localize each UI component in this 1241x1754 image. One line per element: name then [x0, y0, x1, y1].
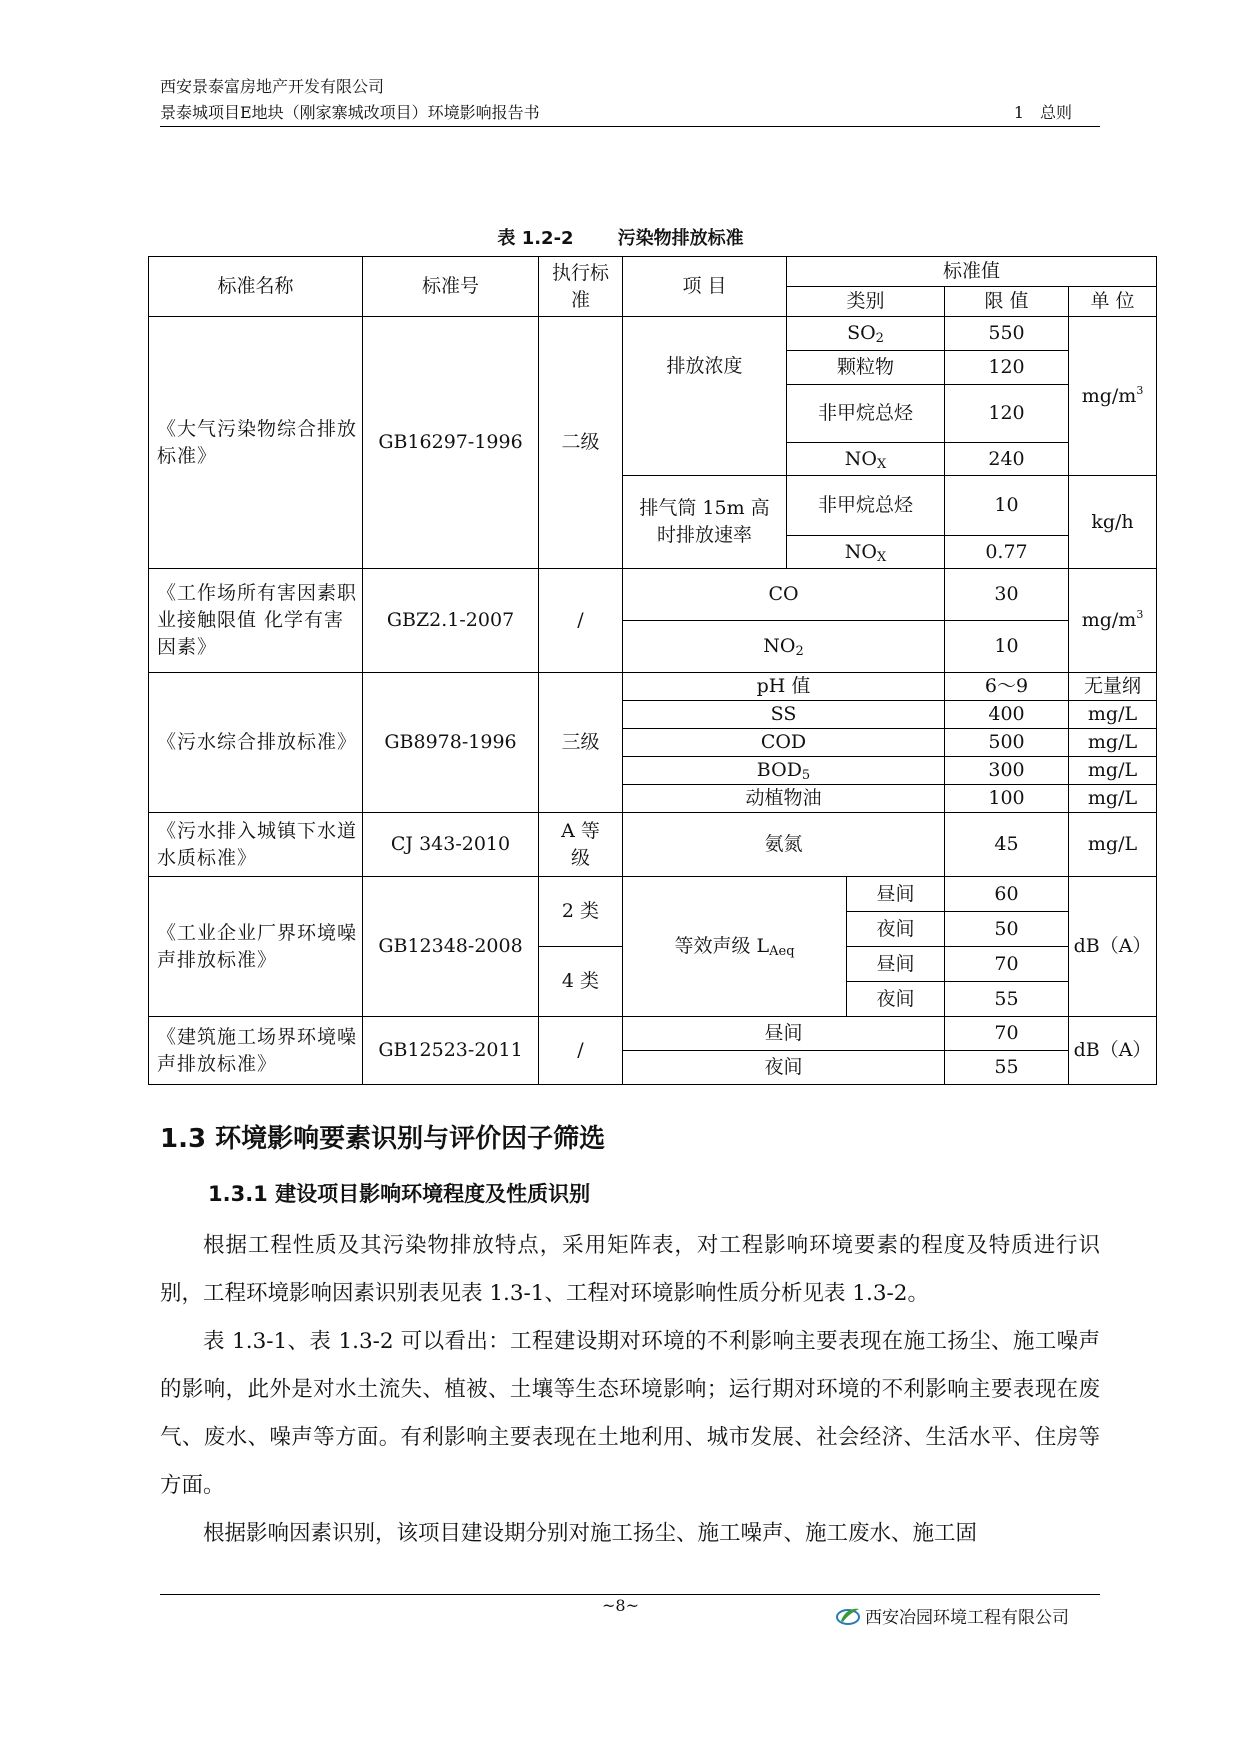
air-so2-value: 550	[945, 317, 1069, 351]
head-name: 标准名称	[149, 257, 363, 317]
air-nox: $NO_X$	[787, 443, 945, 476]
emission-standards-table	[148, 256, 1157, 1085]
noise-con-unit: dB（A）	[1069, 1017, 1157, 1085]
page-number: ~8~	[602, 1596, 639, 1615]
head-number: 标准号	[363, 257, 539, 317]
noise-ind-class2: 2 类	[539, 877, 623, 947]
sewage-ss-unit: mg/L	[1069, 701, 1157, 729]
sewer-standard-number: CJ 343-2010	[363, 813, 539, 877]
sewage-ph-value: 6～9	[945, 673, 1069, 701]
sewage-cod-value: 500	[945, 729, 1069, 757]
table-caption-number: 表 1.2-2	[497, 228, 574, 249]
sewage-cod-unit: mg/L	[1069, 729, 1157, 757]
noise-ind-class4: 4 类	[539, 947, 623, 1017]
paragraph-1: 根据工程性质及其污染物排放特点，采用矩阵表，对工程影响环境要素的程度及特质进行识别，工程环境影响因素识别表见表 1.3-1、工程对环境影响性质分析见表 1.3-2。	[160, 1233, 1100, 1306]
air-rate-unit: kg/h	[1069, 476, 1157, 569]
footer-company	[835, 1603, 1069, 1628]
air-rate-nmhc-value: 10	[945, 476, 1069, 536]
sewer-exec: A 等级	[539, 813, 623, 877]
work-co: CO	[623, 569, 945, 621]
noise-con-night-value: 55	[945, 1051, 1069, 1085]
sewage-ph-unit: 无量纲	[1069, 673, 1157, 701]
sewer-item: 氨氮	[623, 813, 945, 877]
head-limit: 限 值	[945, 287, 1069, 317]
head-category: 类别	[787, 287, 945, 317]
work-exec: /	[539, 569, 623, 673]
noise-con-standard-number: GB12523-2011	[363, 1017, 539, 1085]
table-caption-title: 污染物排放标准	[617, 228, 744, 249]
noise-ind-c2-night-value: 50	[945, 912, 1069, 947]
sewage-oil: 动植物油	[623, 785, 945, 813]
noise-ind-standard-number: GB12348-2008	[363, 877, 539, 1017]
head-item: 项 目	[623, 257, 787, 317]
noise-ind-c4-day-value: 70	[945, 947, 1069, 982]
air-nox-value: 240	[945, 443, 1069, 476]
noise-ind-c4-day: 昼间	[847, 947, 945, 982]
noise-ind-unit: dB（A）	[1069, 877, 1157, 1017]
paragraph-2: 表 1.3-1、表 1.3-2 可以看出：工程建设期对环境的不利影响主要表现在施工扬尘、施工噪声的影响，此外是对水土流失、植被、土壤等生态环境影响；运行期对环境的不利影响主要表现在废气、废水、噪声等方面。有利影响主要表现在土地利用、城市发展、社会经济、生活水平、住房等方面。	[160, 1329, 1100, 1498]
noise-ind-c4-night-value: 55	[945, 982, 1069, 1017]
company-logo-icon	[835, 1606, 861, 1626]
header-company: 西安景泰富房地产开发有限公司	[160, 77, 385, 96]
head-exec: 执行标准	[539, 257, 623, 317]
footer-company-name: 西安冶园环境工程有限公司	[865, 1608, 1069, 1628]
header-report-title: 景泰城项目E地块（刚家寨城改项目）环境影响报告书	[160, 103, 540, 122]
noise-ind-c2-day-value: 60	[945, 877, 1069, 912]
noise-ind-standard-name: 《工业企业厂界环境噪声排放标准》	[149, 877, 363, 1017]
work-no2-value: 10	[945, 621, 1069, 673]
air-standard-name: 《大气污染物综合排放标准》	[149, 317, 363, 569]
sewage-ss-value: 400	[945, 701, 1069, 729]
air-nmhc-value: 120	[945, 385, 1069, 443]
sewage-ss: SS	[623, 701, 945, 729]
noise-ind-item: 等效声级 $L_{Aeq}$	[623, 877, 847, 1017]
paragraph-3: 根据影响因素识别，该项目建设期分别对施工扬尘、施工噪声、施工废水、施工固	[203, 1521, 978, 1546]
air-exec: 二级	[539, 317, 623, 569]
table-caption	[0, 224, 1241, 250]
air-standard-number: GB16297-1996	[363, 317, 539, 569]
noise-ind-c2-day: 昼间	[847, 877, 945, 912]
sewage-ph: pH 值	[623, 673, 945, 701]
sewage-bod-unit: mg/L	[1069, 757, 1157, 785]
sewage-oil-unit: mg/L	[1069, 785, 1157, 813]
body-text	[160, 1222, 1100, 1558]
page-header	[160, 74, 1100, 126]
air-rate-nox: $NO_X$	[787, 536, 945, 569]
sewage-standard-number: GB8978-1996	[363, 673, 539, 813]
footer-rule	[160, 1594, 1100, 1595]
work-no2: $NO_2$	[623, 621, 945, 673]
header-chapter: 1 总则	[1013, 103, 1072, 122]
sewage-bod-value: 300	[945, 757, 1069, 785]
noise-ind-c2-night: 夜间	[847, 912, 945, 947]
noise-con-night: 夜间	[623, 1051, 945, 1085]
noise-con-day-value: 70	[945, 1017, 1069, 1051]
head-value: 标准值	[787, 257, 1157, 287]
air-rate-label: 排气筒 15m 高时排放速率	[623, 476, 787, 569]
air-conc-label: 排放浓度	[623, 317, 787, 476]
air-rate-nox-value: 0.77	[945, 536, 1069, 569]
work-unit: $mg/m^3$	[1069, 569, 1157, 673]
section-heading: 1.3 环境影响要素识别与评价因子筛选	[160, 1124, 606, 1154]
air-nmhc: 非甲烷总烃	[787, 385, 945, 443]
sewage-exec: 三级	[539, 673, 623, 813]
noise-con-day: 昼间	[623, 1017, 945, 1051]
air-pm: 颗粒物	[787, 351, 945, 385]
head-unit: 单 位	[1069, 287, 1157, 317]
sewer-standard-name: 《污水排入城镇下水道水质标准》	[149, 813, 363, 877]
noise-con-standard-name: 《建筑施工场界环境噪声排放标准》	[149, 1017, 363, 1085]
sewer-value: 45	[945, 813, 1069, 877]
sewer-unit: mg/L	[1069, 813, 1157, 877]
air-pm-value: 120	[945, 351, 1069, 385]
sewage-cod: COD	[623, 729, 945, 757]
noise-ind-c4-night: 夜间	[847, 982, 945, 1017]
sewage-bod: $BOD_5$	[623, 757, 945, 785]
air-conc-unit: $mg/m^3$	[1069, 317, 1157, 476]
subsection-heading: 1.3.1 建设项目影响环境程度及性质识别	[208, 1182, 591, 1206]
sewage-oil-value: 100	[945, 785, 1069, 813]
air-so2: $SO_2$	[787, 317, 945, 351]
sewage-standard-name: 《污水综合排放标准》	[149, 673, 363, 813]
work-standard-number: GBZ2.1-2007	[363, 569, 539, 673]
noise-con-exec: /	[539, 1017, 623, 1085]
header-rule	[160, 126, 1100, 127]
work-co-value: 30	[945, 569, 1069, 621]
air-rate-nmhc: 非甲烷总烃	[787, 476, 945, 536]
work-standard-name: 《工作场所有害因素职业接触限值 化学有害因素》	[149, 569, 363, 673]
